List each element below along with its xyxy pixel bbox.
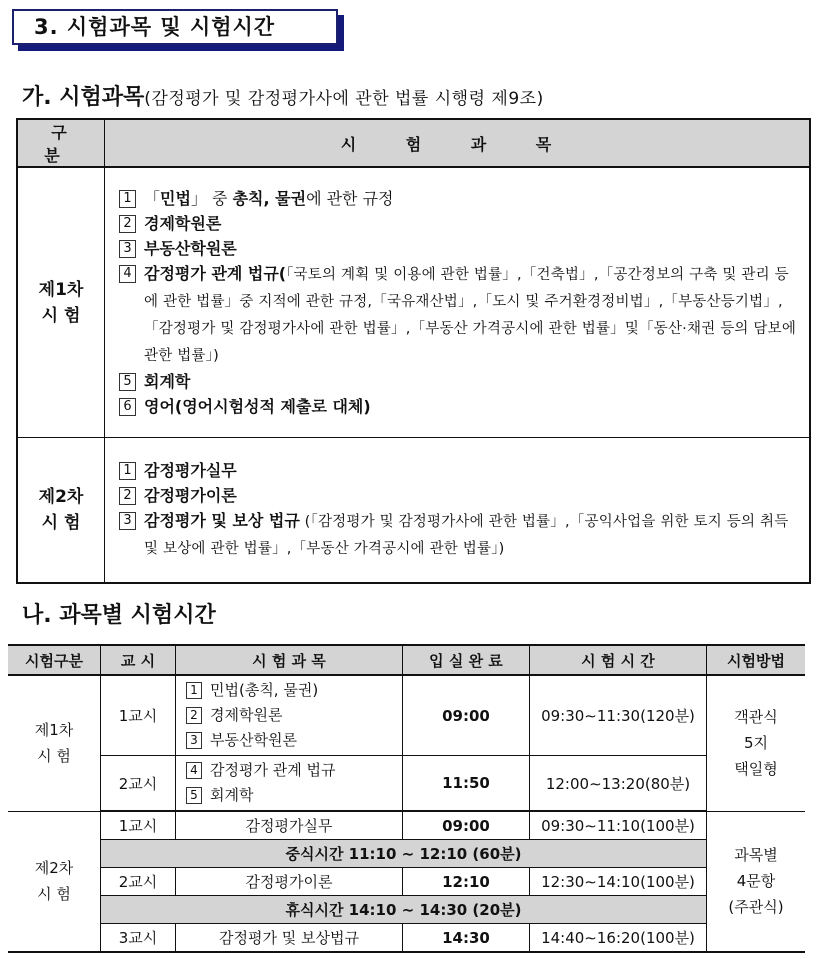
table-row — [8, 896, 805, 924]
subject-text: 회계학 — [210, 786, 254, 804]
subject-cell — [176, 756, 403, 812]
col-period: 교 시 — [101, 645, 176, 675]
col-exam-type: 시험구분 — [8, 645, 101, 675]
number-box: 1 — [119, 190, 136, 208]
subjects-heading-text: 가. 시험과목 — [22, 85, 145, 110]
number-box: 3 — [186, 732, 202, 749]
number-box: 4 — [186, 762, 202, 779]
law-list: (「감정평가 및 감정평가사에 관한 법률」,「공익사업을 위한 토지 등의 취득 및 보상에 관한 법률」,「부동산 가격공시에 관한 법률」) — [144, 514, 789, 557]
entry-cell: 09:00 — [403, 811, 530, 840]
subject-text: 부동산학원론 — [210, 731, 297, 749]
second-method-cell — [707, 811, 806, 952]
subject-item — [119, 211, 803, 236]
first-exam-subjects — [105, 167, 811, 438]
method-text: 5지 — [743, 734, 769, 753]
entry-cell: 14:30 — [403, 924, 530, 953]
second-exam-label — [17, 438, 105, 584]
method-text: 택일형 — [734, 760, 778, 779]
second-exam-label-1: 제2차 — [38, 487, 84, 507]
subjects-heading-note: (감정평가 및 감정평가사에 관한 법률 시행령 제9조) — [144, 89, 544, 109]
second-exam-label-2: 시 험 — [41, 513, 81, 533]
subject-cell: 감정평가 및 보상법규 — [176, 924, 403, 953]
section-title: 3. 시험과목 및 시험시간 — [12, 9, 338, 45]
first-exam-label-2: 시 험 — [37, 747, 71, 766]
number-box: 3 — [119, 512, 136, 530]
subject-item — [119, 236, 803, 261]
subject-item — [119, 261, 803, 369]
entry-cell: 12:10 — [403, 868, 530, 896]
number-box: 1 — [186, 682, 202, 699]
subject-text: 민법(총칙, 물권) — [210, 681, 319, 699]
col-entry: 입 실 완 료 — [403, 645, 530, 675]
number-box: 5 — [186, 787, 202, 804]
subject-item — [119, 369, 803, 394]
subject-text: 감정평가이론 — [144, 486, 237, 505]
subject-paren: ( — [278, 264, 287, 283]
subject-item — [119, 483, 803, 508]
subject-bold: 감정평가 관계 법규 — [144, 264, 279, 283]
lunch-break-cell: 중식시간 11:10 ∼ 12:10 (60분) — [101, 840, 707, 868]
number-box: 4 — [119, 265, 136, 283]
method-text: 4문항 — [736, 872, 776, 891]
table-row — [8, 868, 805, 896]
number-box: 1 — [119, 462, 136, 480]
subject-cell — [176, 675, 403, 756]
first-exam-row — [17, 167, 810, 438]
col-subjects: 시 험 과 목 — [105, 119, 811, 167]
entry-cell: 09:00 — [403, 675, 530, 756]
table-row — [8, 924, 805, 953]
schedule-table — [8, 644, 805, 953]
period-cell: 2교시 — [101, 756, 176, 812]
subject-item — [119, 186, 803, 211]
col-subject: 시 험 과 목 — [176, 645, 403, 675]
subject-cell: 감정평가이론 — [176, 868, 403, 896]
subject-bold: 민법 — [160, 189, 191, 208]
subject-text: 「 — [144, 189, 161, 208]
table-row — [8, 840, 805, 868]
time-cell: 09:30∼11:10(100분) — [530, 811, 707, 840]
period-cell: 1교시 — [101, 811, 176, 840]
time-cell: 14:40∼16:20(100분) — [530, 924, 707, 953]
first-exam-label — [17, 167, 105, 438]
time-cell: 09:30∼11:30(120분) — [530, 675, 707, 756]
schedule-heading: 나. 과목별 시험시간 — [22, 603, 216, 628]
rest-break-cell: 휴식시간 14:10 ∼ 14:30 (20분) — [101, 896, 707, 924]
time-cell: 12:30∼14:10(100분) — [530, 868, 707, 896]
subject-text: 경제학원론 — [144, 214, 222, 233]
method-text: (주관식) — [728, 898, 784, 917]
number-box: 3 — [119, 240, 136, 258]
number-box: 5 — [119, 373, 136, 391]
subject-text: 감정평가실무 — [144, 461, 237, 480]
period-cell: 1교시 — [101, 675, 176, 756]
second-exam-label-1: 제2차 — [34, 859, 74, 878]
col-category: 구 분 — [17, 119, 105, 167]
subject-text: 감정평가 관계 법규 — [210, 761, 336, 779]
second-exam-cell — [8, 811, 101, 952]
entry-cell: 11:50 — [403, 756, 530, 812]
subject-cell: 감정평가실무 — [176, 811, 403, 840]
subjects-header-row — [17, 119, 810, 167]
first-exam-label-2: 시 험 — [41, 305, 81, 326]
second-exam-subjects — [105, 438, 811, 584]
table-row — [8, 675, 805, 756]
subject-bold: 총칙, 물권 — [232, 189, 307, 208]
period-cell: 2교시 — [101, 868, 176, 896]
schedule-header-row — [8, 645, 805, 675]
subject-text: 부동산학원론 — [144, 239, 237, 258]
table-row — [8, 811, 805, 840]
method-text: 객관식 — [734, 708, 778, 727]
subject-text: 에 관한 규정 — [306, 189, 394, 208]
subject-text: 영어(영어시험성적 제출로 대체) — [144, 397, 371, 416]
subject-text: 」 중 — [190, 189, 233, 208]
subject-item — [119, 508, 803, 562]
period-cell: 3교시 — [101, 924, 176, 953]
number-box: 2 — [186, 707, 202, 724]
col-time: 시 험 시 간 — [530, 645, 707, 675]
subject-item — [119, 458, 803, 483]
second-exam-label-2: 시 험 — [37, 885, 71, 904]
subjects-heading — [22, 80, 544, 111]
second-exam-row — [17, 438, 810, 584]
first-exam-label-1: 제1차 — [38, 279, 84, 300]
first-method-cell — [707, 675, 806, 811]
number-box: 2 — [119, 215, 136, 233]
col-method: 시험방법 — [707, 645, 806, 675]
number-box: 2 — [119, 487, 136, 505]
first-exam-label-1: 제1차 — [34, 721, 74, 740]
table-row — [8, 756, 805, 812]
subject-text: 경제학원론 — [210, 706, 283, 724]
subject-item — [119, 394, 803, 419]
first-exam-cell — [8, 675, 101, 811]
subjects-table — [16, 118, 811, 584]
subject-bold: 감정평가 및 보상 법규 — [144, 511, 300, 530]
law-list: 「국토의 계획 및 이용에 관한 법률」,「건축법」,「공간정보의 구축 및 관리 등에 관한 법률」중 지적에 관한 규정,「국유재산법」,「도시 및 주거환경정비법」,「부동산등기법」,「감정평가 및 감정평가사에 관한 법률」,「부동산 가격공시에 관한 법률」및「동산·채권 등의 담보에 관한 법률」) — [144, 267, 797, 364]
method-text: 과목별 — [734, 846, 778, 865]
subject-text: 회계학 — [144, 372, 191, 391]
time-cell: 12:00∼13:20(80분) — [530, 756, 707, 812]
number-box: 6 — [119, 398, 136, 416]
